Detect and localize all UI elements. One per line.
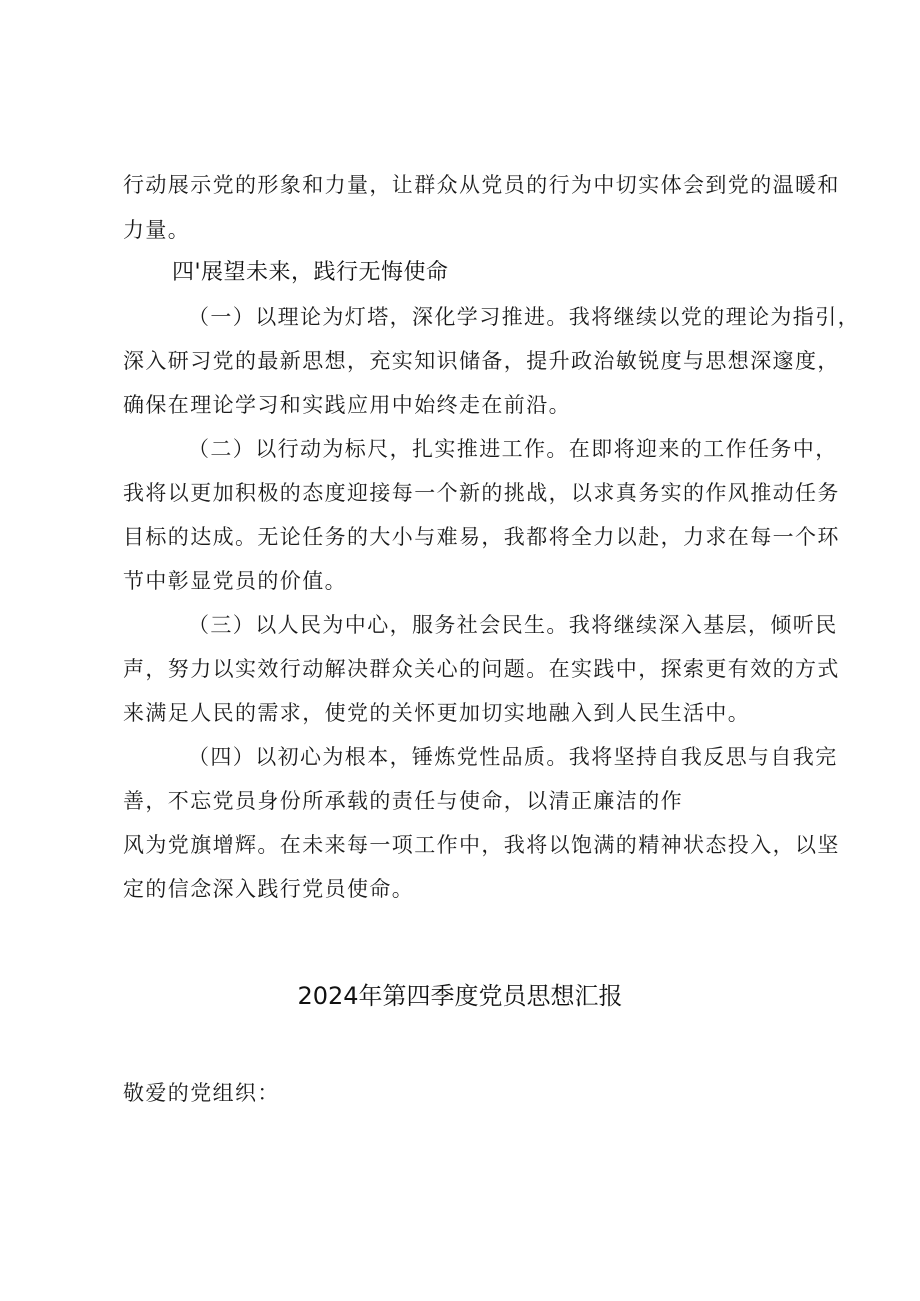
- document-title: 2024年第四季度党员思想汇报: [297, 982, 623, 1010]
- paragraph-line: （四）以初心为根本，锤炼党性品质。我将坚持自我反思与自我完: [188, 745, 838, 769]
- section-heading: 四'展望未来，践行无悔使命: [172, 260, 449, 285]
- paragraph-line: 风为党旗增辉。在未来每一项工作中，我将以饱满的精神状态投入，以坚: [123, 833, 840, 857]
- paragraph-line: 声，努力以实效行动解决群众关心的问题。在实践中，探索更有效的方式: [123, 657, 840, 681]
- paragraph-line: 节中彰显党员的价值。: [123, 569, 347, 593]
- body-text-line: 力量。: [123, 218, 191, 242]
- paragraph-line: 定的信念深入践行党员使命。: [123, 877, 415, 901]
- paragraph-line: （三）以人民为中心，服务社会民生。我将继续深入基层，倾听民: [188, 613, 838, 637]
- paragraph-line: 善，不忘党员身份所承载的责任与使命，以清正廉洁的作: [123, 789, 683, 813]
- paragraph-line: （一）以理论为灯塔，深化学习推进。我将继续以党的理论为指引，: [188, 305, 860, 329]
- paragraph-line: 确保在理论学习和实践应用中始终走在前沿。: [123, 393, 571, 417]
- body-text-line: 行动展示党的形象和力量，让群众从党员的行为中切实体会到党的温暖和: [123, 173, 840, 197]
- paragraph-line: 目标的达成。无论任务的大小与难易，我都将全力以赴，力求在每一个环: [123, 525, 840, 549]
- paragraph-line: （二）以行动为标尺，扎实推进工作。在即将迎来的工作任务中，: [188, 437, 838, 461]
- paragraph-line: 我将以更加积极的态度迎接每一个新的挑战，以求真务实的作风推动任务: [123, 481, 840, 505]
- salutation: 敬爱的党组织：: [123, 1081, 280, 1105]
- paragraph-line: 深入研习党的最新思想，充实知识储备，提升政治敏锐度与思想深邃度，: [123, 349, 840, 373]
- paragraph-line: 来满足人民的需求，使党的关怀更加切实地融入到人民生活中。: [123, 701, 751, 725]
